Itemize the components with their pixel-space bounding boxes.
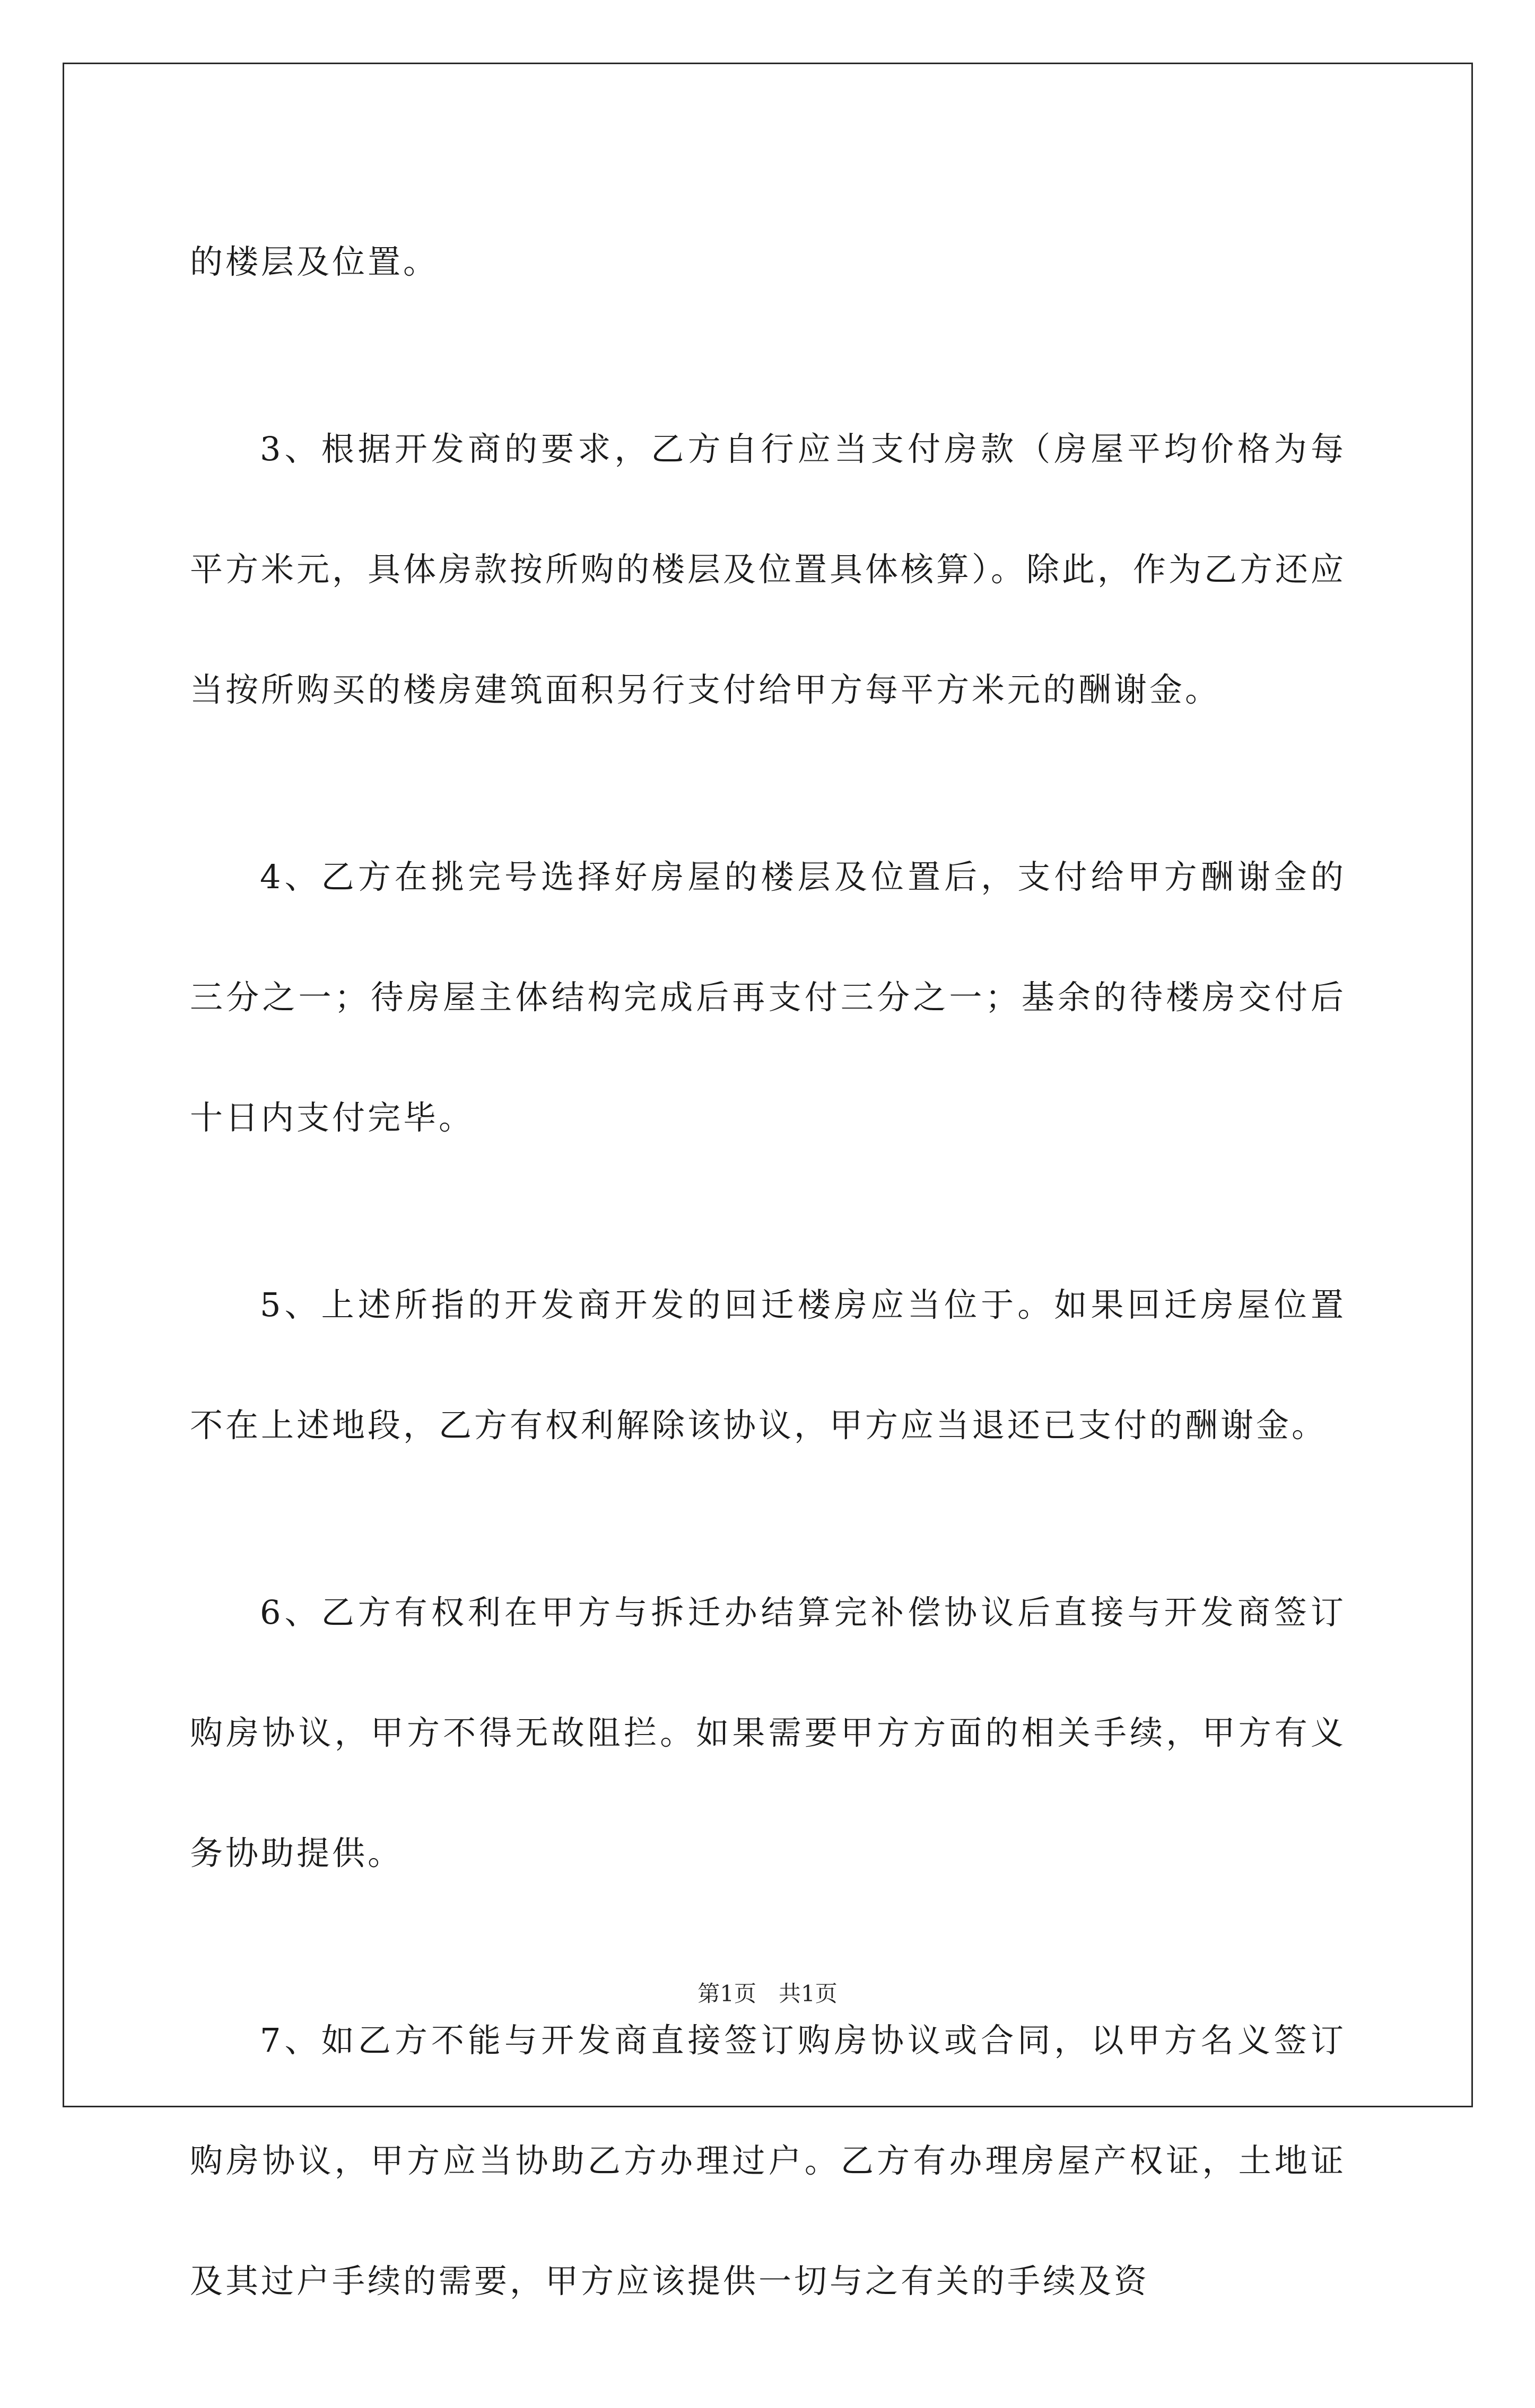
paragraph-clause-7: 7、如乙方不能与开发商直接签订购房协议或合同，以甲方名义签订购房协议，甲方应当协助乙方办理过户。乙方有办理房屋产权证，土地证及其过户手续的需要，甲方应该提供一切与之有关的手续及资	[190, 2021, 1346, 2300]
document-body	[190, 202, 1346, 2408]
paragraph-continuation: 的楼层及位置。	[190, 242, 439, 281]
paragraph-clause-3: 3、根据开发商的要求，乙方自行应当支付房款（房屋平均价格为每平方米元，具体房款按所购的楼层及位置具体核算）。除此，作为乙方还应当按所购买的楼房建筑面积另行支付给甲方每平方米元的酬谢金。	[190, 430, 1347, 709]
paragraph-clause-6: 6、乙方有权利在甲方与拆迁办结算完补偿协议后直接与开发商签订购房协议，甲方不得无故阻拦。如果需要甲方方面的相关手续，甲方有义务协助提供。	[190, 1593, 1346, 1872]
page-number-footer: 第1页 共1页	[697, 1981, 838, 2007]
paragraph-clause-4: 4、乙方在挑完号选择好房屋的楼层及位置后，支付给甲方酬谢金的三分之一；待房屋主体结构完成后再支付三分之一；基余的待楼房交付后十日内支付完毕。	[190, 857, 1346, 1137]
paragraph-clause-5: 5、上述所指的开发商开发的回迁楼房应当位于。如果回迁房屋位置不在上述地段，乙方有权利解除该协议，甲方应当退还已支付的酬谢金。	[190, 1285, 1346, 1444]
